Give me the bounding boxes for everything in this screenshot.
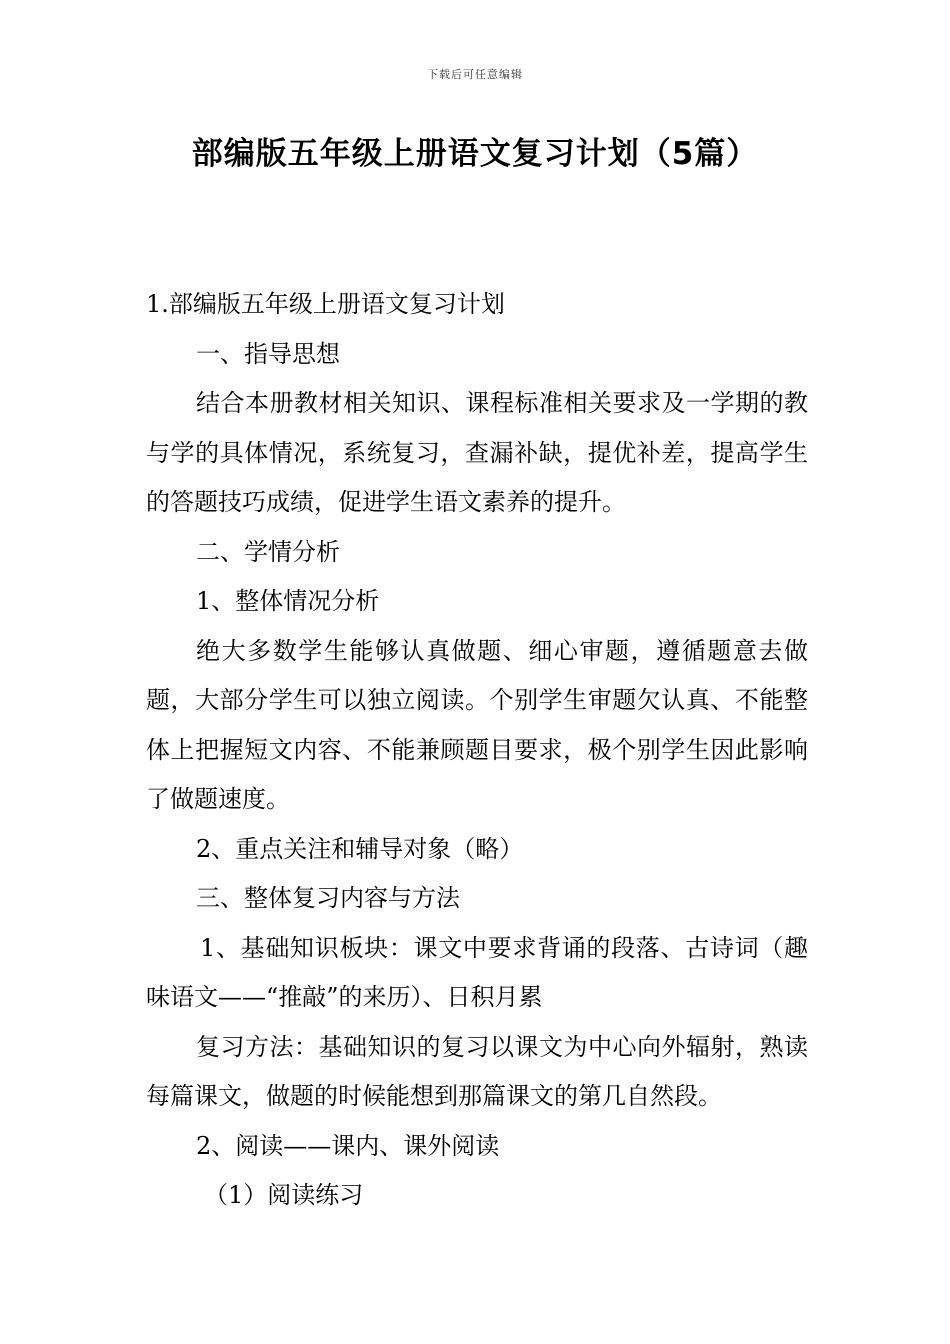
- body-paragraph: 绝大多数学生能够认真做题、细心审题，遵循题意去做题，大部分学生可以独立阅读。个别学生审题欠认真、不能整体上把握短文内容、不能兼顾题目要求，极个别学生因此影响了做题速度。: [146, 636, 808, 813]
- body-paragraph: 结合本册教材相关知识、课程标准相关要求及一学期的教与学的具体情况，系统复习，查漏补缺，提优补差，提高学生的答题技巧成绩，促进学生语文素养的提升。: [146, 389, 808, 516]
- section-heading: 三、整体复习内容与方法: [196, 884, 460, 912]
- body-paragraph: 1、基础知识板块：课文中要求背诵的段落、古诗词（趣味语文——“推敲”的来历）、日积月累: [146, 933, 808, 1011]
- header-note: 下载后可任意编辑: [427, 68, 523, 81]
- document-title: 部编版五年级上册语文复习计划（5篇）: [191, 136, 759, 172]
- section-heading: 一、指导思想: [196, 339, 340, 368]
- section-heading: 1.部编版五年级上册语文复习计划: [146, 290, 505, 318]
- section-heading: 二、学情分析: [196, 537, 340, 566]
- body-paragraph: 复习方法：基础知识的复习以课文为中心向外辐射，熟读每篇课文，做题的时候能想到那篇课文的第几自然段。: [146, 1032, 808, 1110]
- document-body: [146, 280, 808, 1221]
- list-item: （1）阅读练习: [204, 1181, 364, 1209]
- subsection-heading: 2、重点关注和辅导对象（略）: [196, 834, 524, 863]
- subsection-heading: 2、阅读——课内、课外阅读: [196, 1131, 500, 1160]
- subsection-heading: 1、整体情况分析: [196, 587, 380, 615]
